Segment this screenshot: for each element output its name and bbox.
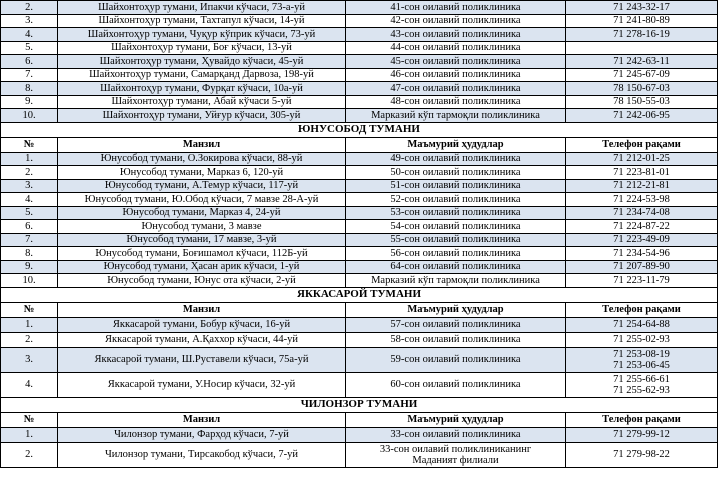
row-number: 2. bbox=[1, 166, 58, 180]
phone-cell: 71 278-16-19 bbox=[566, 28, 718, 42]
address-cell: Шайхонтоҳур тумани, Ҳувайдо кўчаси, 45-уй bbox=[58, 55, 346, 69]
area-cell: 60-сон оилавий поликлиника bbox=[346, 372, 566, 397]
row-number: 4. bbox=[1, 193, 58, 207]
header-address: Манзил bbox=[58, 412, 346, 427]
row-number: 6. bbox=[1, 220, 58, 234]
area-cell: 53-сон оилавий поликлиника bbox=[346, 206, 566, 220]
address-cell: Шайхонтоҳур тумани, Фурқат кўчаси, 10а-уй bbox=[58, 82, 346, 96]
address-cell: Яккасарой тумани, А.Қаххор кўчаси, 44-уй bbox=[58, 332, 346, 347]
phone-cell bbox=[566, 347, 718, 372]
area-line: 33-сон оилавий поликлиниканинг bbox=[379, 443, 532, 455]
row-number: 7. bbox=[1, 68, 58, 82]
section-title bbox=[1, 287, 718, 302]
row-number: 1. bbox=[1, 152, 58, 166]
table-row bbox=[1, 14, 718, 28]
row-number: 4. bbox=[1, 28, 58, 42]
phone-cell: 71 224-53-98 bbox=[566, 193, 718, 207]
phone-cell: 71 223-81-01 bbox=[566, 166, 718, 180]
area-cell: 42-сон оилавий поликлиника bbox=[346, 14, 566, 28]
area-cell: 47-сон оилавий поликлиника bbox=[346, 82, 566, 96]
row-number: 1. bbox=[1, 427, 58, 442]
row-number: 2. bbox=[1, 332, 58, 347]
area-cell: 44-сон оилавий поликлиника bbox=[346, 41, 566, 55]
area-cell: 55-сон оилавий поликлиника bbox=[346, 233, 566, 247]
district-title: ЯККАСАРОЙ ТУМАНИ bbox=[1, 287, 718, 302]
address-cell: Юнусобод тумани, Боғишамол кўчаси, 112Б-уй bbox=[58, 247, 346, 261]
phone-cell: 71 212-21-81 bbox=[566, 179, 718, 193]
area-cell: 43-сон оилавий поликлиника bbox=[346, 28, 566, 42]
area-cell: Марказий кўп тармоқли поликлиника bbox=[346, 274, 566, 288]
area-cell: 41-сон оилавий поликлиника bbox=[346, 1, 566, 15]
district-title: ЮНУСОБОД ТУМАНИ bbox=[1, 122, 718, 137]
table-row bbox=[1, 220, 718, 234]
header-number: № bbox=[1, 412, 58, 427]
phone-cell bbox=[566, 41, 718, 55]
header-number: № bbox=[1, 302, 58, 317]
area-cell: 50-сон оилавий поликлиника bbox=[346, 166, 566, 180]
phone-cell: 71 279-99-12 bbox=[566, 427, 718, 442]
area-cell: 49-сон оилавий поликлиника bbox=[346, 152, 566, 166]
phone-cell bbox=[566, 332, 718, 347]
row-number: 10. bbox=[1, 109, 58, 123]
area-cell: 58-сон оилавий поликлиника bbox=[346, 332, 566, 347]
header-phone: Телефон рақами bbox=[566, 412, 718, 427]
address-cell: Юнусобод тумани, Марказ 4, 24-уй bbox=[58, 206, 346, 220]
phone-cell bbox=[566, 317, 718, 332]
address-cell: Шайхонтоҳур тумани, Тахтапул кўчаси, 14-уй bbox=[58, 14, 346, 28]
phone-cell: 71 207-89-90 bbox=[566, 260, 718, 274]
phone-cell: 71 234-54-96 bbox=[566, 247, 718, 261]
phone-cell: 71 242-06-95 bbox=[566, 109, 718, 123]
table-row bbox=[1, 28, 718, 42]
address-cell: Юнусобод тумани, Юнус ота кўчаси, 2-уй bbox=[58, 274, 346, 288]
area-cell: 46-сон оилавий поликлиника bbox=[346, 68, 566, 82]
address-cell: Яккасарой тумани, Бобур кўчаси, 16-уй bbox=[58, 317, 346, 332]
phone-line: 71 255-02-93 bbox=[613, 334, 670, 345]
area-cell: 56-сон оилавий поликлиника bbox=[346, 247, 566, 261]
area-cell: 51-сон оилавий поликлиника bbox=[346, 179, 566, 193]
address-cell: Шайхонтоҳур тумани, Самарқанд Дарвоза, 198-уй bbox=[58, 68, 346, 82]
phone-cell: 71 243-32-17 bbox=[566, 1, 718, 15]
address-cell: Чилонзор тумани, Тирсакобод кўчаси, 7-уй bbox=[58, 442, 346, 467]
row-number: 2. bbox=[1, 442, 58, 467]
area-cell: 59-сон оилавий поликлиника bbox=[346, 347, 566, 372]
area-cell: 52-сон оилавий поликлиника bbox=[346, 193, 566, 207]
table-row bbox=[1, 206, 718, 220]
area-cell: 64-сон оилавий поликлиника bbox=[346, 260, 566, 274]
table-row bbox=[1, 55, 718, 69]
phone-cell: 71 223-49-09 bbox=[566, 233, 718, 247]
table-row bbox=[1, 372, 718, 397]
row-number: 5. bbox=[1, 41, 58, 55]
header-area: Маъмурий ҳудудлар bbox=[346, 412, 566, 427]
address-cell: Юнусобод тумани, Ҳасан арик кўчаси, 1-уй bbox=[58, 260, 346, 274]
row-number: 3. bbox=[1, 179, 58, 193]
table-row bbox=[1, 82, 718, 96]
address-cell: Юнусобод тумани, Ю.Обод кўчаси, 7 мавзе 28-А-уй bbox=[58, 193, 346, 207]
area-cell: 45-сон оилавий поликлиника bbox=[346, 55, 566, 69]
area-cell: 57-сон оилавий поликлиника bbox=[346, 317, 566, 332]
header-row bbox=[1, 412, 718, 427]
area-cell bbox=[346, 442, 566, 467]
table-row bbox=[1, 442, 718, 467]
address-cell: Шайхонтоҳур тумани, Уйғур кўчаси, 305-уй bbox=[58, 109, 346, 123]
row-number: 6. bbox=[1, 55, 58, 69]
header-area: Маъмурий ҳудудлар bbox=[346, 137, 566, 152]
table-row bbox=[1, 152, 718, 166]
section-title bbox=[1, 397, 718, 412]
section-title bbox=[1, 122, 718, 137]
address-cell: Яккасарой тумани, У.Носир кўчаси, 32-уй bbox=[58, 372, 346, 397]
address-cell: Шайхонтоҳур тумани, Чуқур кўприк кўчаси, 73-уй bbox=[58, 28, 346, 42]
row-number: 9. bbox=[1, 260, 58, 274]
header-address: Манзил bbox=[58, 302, 346, 317]
area-line: Маданият филиали bbox=[412, 454, 499, 466]
header-row bbox=[1, 302, 718, 317]
phone-cell: 71 279-98-22 bbox=[566, 442, 718, 467]
row-number: 10. bbox=[1, 274, 58, 288]
phone-line: 71 253-08-19 bbox=[613, 348, 670, 360]
table-row bbox=[1, 95, 718, 109]
address-cell: Чилонзор тумани, Фарҳод кўчаси, 7-уй bbox=[58, 427, 346, 442]
table-row bbox=[1, 166, 718, 180]
table-body bbox=[1, 1, 718, 468]
table-row bbox=[1, 347, 718, 372]
table-row bbox=[1, 179, 718, 193]
row-number: 7. bbox=[1, 233, 58, 247]
phone-cell: 71 234-74-08 bbox=[566, 206, 718, 220]
row-number: 8. bbox=[1, 82, 58, 96]
table-row bbox=[1, 274, 718, 288]
header-row bbox=[1, 137, 718, 152]
table-row bbox=[1, 193, 718, 207]
table-row bbox=[1, 41, 718, 55]
address-cell: Яккасарой тумани, Ш.Руставели кўчаси, 75а-уй bbox=[58, 347, 346, 372]
table-row bbox=[1, 247, 718, 261]
table-row bbox=[1, 317, 718, 332]
phone-line: 71 255-66-61 bbox=[613, 373, 670, 385]
phone-cell: 78 150-67-03 bbox=[566, 82, 718, 96]
phone-cell: 71 242-63-11 bbox=[566, 55, 718, 69]
address-cell: Юнусобод тумани, Марказ 6, 120-уй bbox=[58, 166, 346, 180]
district-title: ЧИЛОНЗОР ТУМАНИ bbox=[1, 397, 718, 412]
header-phone: Телефон рақами bbox=[566, 137, 718, 152]
table-row bbox=[1, 1, 718, 15]
header-address: Манзил bbox=[58, 137, 346, 152]
phone-cell: 71 223-11-79 bbox=[566, 274, 718, 288]
table-row bbox=[1, 427, 718, 442]
address-cell: Юнусобод тумани, О.Зокирова кўчаси, 88-уй bbox=[58, 152, 346, 166]
row-number: 2. bbox=[1, 1, 58, 15]
area-cell: Марказий кўп тармоқли поликлиника bbox=[346, 109, 566, 123]
row-number: 3. bbox=[1, 347, 58, 372]
address-cell: Шайхонтоҳур тумани, Ипакчи кўчаси, 73-а-уй bbox=[58, 1, 346, 15]
address-cell: Шайхонтоҳур тумани, Абай кўчаси 5-уй bbox=[58, 95, 346, 109]
header-number: № bbox=[1, 137, 58, 152]
phone-cell: 71 212-01-25 bbox=[566, 152, 718, 166]
row-number: 4. bbox=[1, 372, 58, 397]
phone-cell bbox=[566, 372, 718, 397]
phone-cell: 78 150-55-03 bbox=[566, 95, 718, 109]
address-cell: Юнусобод тумани, А.Темур кўчаси, 117-уй bbox=[58, 179, 346, 193]
table-row bbox=[1, 68, 718, 82]
table-row bbox=[1, 332, 718, 347]
address-cell: Шайхонтоҳур тумани, Боғ кўчаси, 13-уй bbox=[58, 41, 346, 55]
phone-cell: 71 245-67-09 bbox=[566, 68, 718, 82]
row-number: 3. bbox=[1, 14, 58, 28]
row-number: 5. bbox=[1, 206, 58, 220]
address-cell: Юнусобод тумани, 17 мавзе, 3-уй bbox=[58, 233, 346, 247]
table-row bbox=[1, 260, 718, 274]
phone-line: 71 255-62-93 bbox=[613, 384, 670, 396]
header-phone: Телефон рақами bbox=[566, 302, 718, 317]
header-area: Маъмурий ҳудудлар bbox=[346, 302, 566, 317]
phone-cell: 71 241-80-89 bbox=[566, 14, 718, 28]
row-number: 9. bbox=[1, 95, 58, 109]
table-row bbox=[1, 233, 718, 247]
row-number: 1. bbox=[1, 317, 58, 332]
area-cell: 54-сон оилавий поликлиника bbox=[346, 220, 566, 234]
phone-line: 71 253-06-45 bbox=[613, 359, 670, 371]
row-number: 8. bbox=[1, 247, 58, 261]
phone-line: 71 254-64-88 bbox=[613, 319, 670, 330]
area-cell: 33-сон оилавий поликлиника bbox=[346, 427, 566, 442]
address-cell: Юнусобод тумани, 3 мавзе bbox=[58, 220, 346, 234]
phone-cell: 71 224-87-22 bbox=[566, 220, 718, 234]
area-cell: 48-сон оилавий поликлиника bbox=[346, 95, 566, 109]
table-row bbox=[1, 109, 718, 123]
